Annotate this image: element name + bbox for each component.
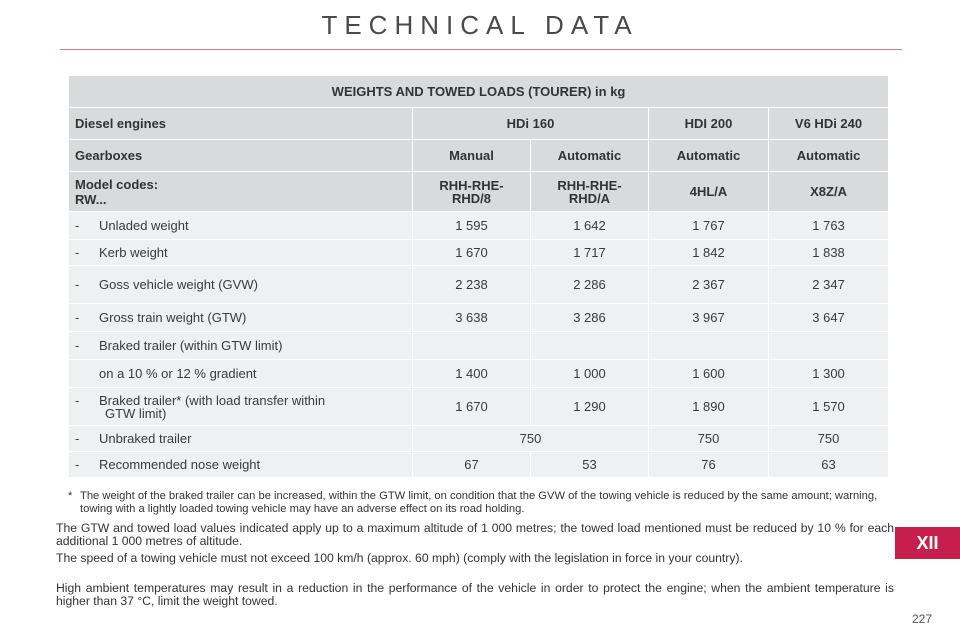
gearbox-1: Manual: [413, 140, 531, 172]
cell-value: 1 000: [531, 360, 649, 388]
cell-value: 1 300: [769, 360, 889, 388]
page-number: 227: [912, 612, 933, 626]
cell-value: 2 347: [769, 266, 889, 304]
cell-value: 1 570: [769, 388, 889, 426]
engine-v6hdi240: V6 HDi 240: [769, 108, 889, 140]
cell-value: 3 286: [531, 304, 649, 332]
row-dash: -: [75, 338, 80, 353]
cell-value: [649, 332, 769, 360]
model-code-1-line1: RHH-RHE-: [439, 177, 504, 193]
cell-value: [769, 332, 889, 360]
model-codes-label: Model codes:: [75, 176, 159, 192]
table-row: [69, 388, 889, 426]
row-dash: -: [75, 277, 80, 292]
cell-value: 2 367: [649, 266, 769, 304]
row-label: Braked trailer (within GTW limit): [99, 338, 283, 353]
cell-value-merged: 750: [413, 426, 649, 452]
title-divider: [60, 49, 902, 50]
engines-label: Diesel engines: [69, 108, 413, 140]
cell-value: 1 595: [413, 212, 531, 240]
table-row: [69, 212, 889, 240]
row-label-line1: Braked trailer* (with load transfer within: [99, 392, 326, 408]
cell-value: 1 763: [769, 212, 889, 240]
gearboxes-row: [69, 140, 889, 172]
cell-value: 63: [769, 452, 889, 478]
row-label: Gross train weight (GTW): [99, 310, 247, 325]
model-code-3: 4HL/A: [649, 172, 769, 212]
cell-value: 67: [413, 452, 531, 478]
footnote-star: *: [68, 490, 73, 502]
cell-value: 1 670: [413, 240, 531, 266]
model-code-2-line1: RHH-RHE-: [557, 177, 622, 193]
footnote: [68, 490, 894, 516]
weights-table: [68, 75, 889, 478]
cell-value: 3 967: [649, 304, 769, 332]
row-label: Recommended nose weight: [99, 457, 261, 472]
cell-value: 1 838: [769, 240, 889, 266]
engine-hdi160: HDi 160: [413, 108, 649, 140]
gearbox-2: Automatic: [531, 140, 649, 172]
row-dash: -: [75, 431, 80, 446]
cell-value: 3 647: [769, 304, 889, 332]
row-label: Goss vehicle weight (GVW): [99, 277, 258, 292]
model-code-2-line2: RHD/A: [568, 190, 611, 206]
table-row: [69, 426, 889, 452]
cell-value: 1 842: [649, 240, 769, 266]
cell-value: [413, 332, 531, 360]
table-row: [69, 452, 889, 478]
page-title: TECHNICAL DATA: [321, 10, 639, 40]
row-dash: -: [75, 218, 80, 233]
cell-value: 2 286: [531, 266, 649, 304]
model-codes-prefix: RW...: [75, 191, 107, 207]
row-label: on a 10 % or 12 % gradient: [99, 366, 257, 381]
row-dash: -: [75, 310, 80, 325]
cell-value: 750: [649, 426, 769, 452]
row-dash: -: [75, 392, 80, 408]
gearbox-4: Automatic: [769, 140, 889, 172]
chapter-tab: XII: [895, 527, 960, 559]
model-codes-row: [69, 172, 889, 212]
paragraph-altitude: The GTW and towed load values indicated apply up to a maximum altitude of 1 000 metres; the towed load mentioned must be reduced by 10 % for each additional 1 000 metres of altitude.: [56, 521, 894, 548]
cell-value: 1 400: [413, 360, 531, 388]
cell-value: 3 638: [413, 304, 531, 332]
table-row: [69, 360, 889, 388]
cell-value: 1 670: [413, 388, 531, 426]
cell-value: 1 717: [531, 240, 649, 266]
cell-value: 1 290: [531, 388, 649, 426]
model-code-1-line2: RHD/8: [451, 190, 491, 206]
paragraph-temperature: High ambient temperatures may result in a reduction in the performance of the vehicle in order to protect the engine; when the ambient temperature is higher than 37 °C, limit the weight towed.: [56, 581, 894, 608]
gearboxes-label: Gearboxes: [69, 140, 413, 172]
gearbox-3: Automatic: [649, 140, 769, 172]
engines-row: [69, 108, 889, 140]
cell-value: [531, 332, 649, 360]
engine-hdi200: HDI 200: [649, 108, 769, 140]
row-label: Kerb weight: [99, 245, 168, 260]
paragraph-speed: The speed of a towing vehicle must not exceed 100 km/h (approx. 60 mph) (comply with the legislation in force in your country).: [56, 551, 743, 565]
row-label-line2: GTW limit): [105, 405, 167, 421]
cell-value: 1 890: [649, 388, 769, 426]
cell-value: 750: [769, 426, 889, 452]
table-title: WEIGHTS AND TOWED LOADS (TOURER) in kg: [69, 76, 889, 108]
footnote-text: The weight of the braked trailer can be increased, within the GTW limit, on condition that the GVW of the towing vehicle is reduced by the same amount; warning, towing with a lightly loaded towing vehicle may have an adverse effect on its road holding.: [80, 490, 878, 515]
row-label: Unbraked trailer: [99, 431, 192, 446]
table-title-row: [69, 76, 889, 108]
cell-value: 1 642: [531, 212, 649, 240]
table-row: [69, 240, 889, 266]
table-row: [69, 332, 889, 360]
cell-value: 53: [531, 452, 649, 478]
table-row: [69, 266, 889, 304]
model-code-4: X8Z/A: [769, 172, 889, 212]
cell-value: 76: [649, 452, 769, 478]
row-dash: -: [75, 245, 80, 260]
table-row: [69, 304, 889, 332]
cell-value: 1 767: [649, 212, 769, 240]
cell-value: 1 600: [649, 360, 769, 388]
cell-value: 2 238: [413, 266, 531, 304]
row-dash: -: [75, 457, 80, 472]
row-label: Unladed weight: [99, 218, 189, 233]
